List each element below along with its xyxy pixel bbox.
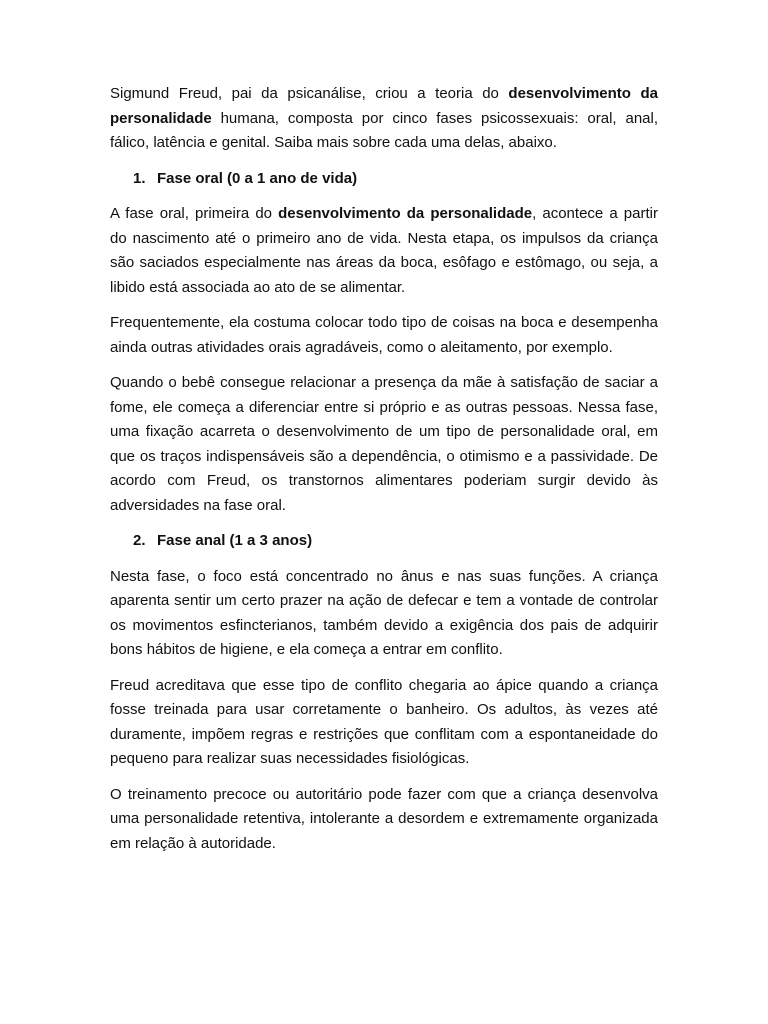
section-heading-anal — [110, 529, 658, 554]
section-number: 1. — [133, 169, 146, 187]
oral-paragraph-3: Quando o bebê consegue relacionar a presença da mãe à satisfação de saciar a fome, ele começa a diferenciar entre si próprio e as outras pessoas. Nessa fase, uma fixação acarreta o desenvolvimento de um tipo de personalidade oral, em que os traços indispensáveis são a dependência, o otimismo e a passividade. De acordo com Freud, os transtornos alimentares poderiam surgir devido às adversidades na fase oral. — [110, 374, 658, 514]
intro-text-end: humana, composta por cinco fases psicossexuais: oral, anal, fálico, latência e genital. Saiba mais sobre cada uma delas, abaixo. — [110, 109, 658, 151]
oral-paragraph-2: Frequentemente, ela costuma colocar todo tipo de coisas na boca e desempenha ainda outras atividades orais agradáveis, como o aleitamento, por exemplo. — [110, 314, 658, 356]
oral-paragraph-1 — [110, 202, 658, 300]
section-number: 2. — [133, 532, 146, 549]
section-heading-oral — [110, 167, 658, 192]
intro-text-start: Sigmund Freud, pai da psicanálise, criou a teoria do — [110, 85, 509, 102]
intro-bold-term: desenvolvimento da personalidade — [110, 85, 658, 127]
intro-paragraph — [110, 82, 658, 156]
anal-paragraph-2: Freud acreditava que esse tipo de conflito chegaria ao ápice quando a criança fosse treinada para usar corretamente o banheiro. Os adultos, às vezes até duramente, impõem regras e restrições que conflitam com a espontaneidade do pequeno para realizar suas necessidades fisiológicas. — [110, 676, 658, 767]
oral-p1-text-end: , acontece a partir do nascimento até o primeiro ano de vida. Nesta etapa, os impulsos da criança são saciados especialmente nas áreas da boca, esôfago e estômago, ou seja, a libido está associada ao ato de se alimentar. — [110, 205, 658, 296]
oral-p1-bold-term: desenvolvimento da personalidade — [278, 205, 533, 222]
oral-p1-text-start: A fase oral, primeira do — [110, 205, 279, 222]
anal-paragraph-1: Nesta fase, o foco está concentrado no ânus e nas suas funções. A criança aparenta sentir um certo prazer na ação de defecar e tem a vontade de controlar os movimentos esfincterianos, também devido a exigência dos pais de adquirir bons hábitos de higiene, e ela começa a entrar em conflito. — [110, 567, 658, 658]
section-title: Fase oral (0 a 1 ano de vida) — [157, 169, 358, 187]
document-page — [110, 82, 658, 867]
section-title: Fase anal (1 a 3 anos) — [157, 532, 313, 549]
anal-paragraph-3: O treinamento precoce ou autoritário pode fazer com que a criança desenvolva uma personalidade retentiva, intolerante a desordem e extremamente organizada em relação à autoridade. — [110, 785, 658, 852]
